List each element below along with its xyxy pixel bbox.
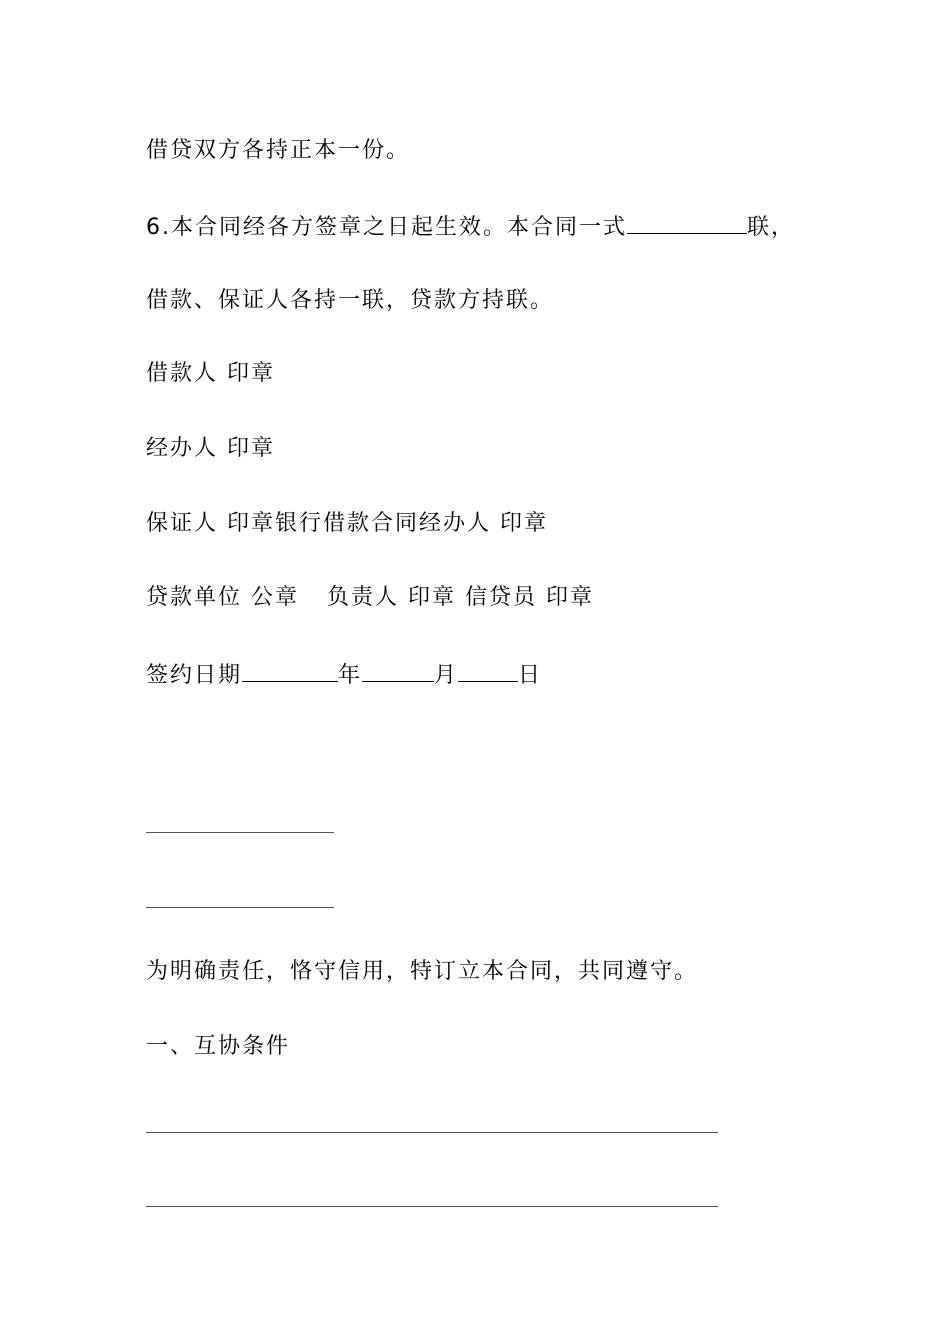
blank-line-long[interactable] <box>146 1206 718 1207</box>
signing-date <box>146 659 542 691</box>
paragraph-copies: 借贷双方各持正本一份。 <box>146 138 411 163</box>
day-label: 日 <box>518 663 543 688</box>
clause-6-text: 6.本合同经各方签章之日起生效。本合同一式 <box>146 215 627 240</box>
paragraph-distribution: 借款、保证人各持一联，贷款方持联。 <box>146 288 555 313</box>
year-label: 年 <box>338 663 363 688</box>
blank-line-short[interactable] <box>146 907 334 908</box>
signature-lender-unit: 贷款单位 公章 <box>146 585 299 610</box>
blank-line-long[interactable] <box>146 1132 718 1133</box>
clause-6-suffix: 联， <box>747 215 796 240</box>
month-label: 月 <box>434 663 459 688</box>
section-heading: 一、互协条件 <box>146 1034 291 1059</box>
blank-line-short[interactable] <box>146 832 334 833</box>
signature-lender-row <box>146 583 594 613</box>
signature-borrower: 借款人 印章 <box>146 361 275 386</box>
signature-guarantor: 保证人 印章银行借款合同经办人 印章 <box>146 511 548 536</box>
signature-credit-officer: 信贷员 印章 <box>465 585 594 610</box>
month-blank[interactable] <box>362 659 434 682</box>
signing-date-label: 签约日期 <box>146 663 243 688</box>
paragraph-intro: 为明确责任，恪守信用，特订立本合同，共同遵守。 <box>146 959 699 984</box>
signature-responsible: 负责人 印章 <box>327 585 456 610</box>
clause-6 <box>146 211 795 243</box>
year-blank[interactable] <box>242 659 338 682</box>
signature-handler: 经办人 印章 <box>146 436 275 461</box>
copies-count-blank[interactable] <box>627 211 747 234</box>
day-blank[interactable] <box>458 659 518 682</box>
